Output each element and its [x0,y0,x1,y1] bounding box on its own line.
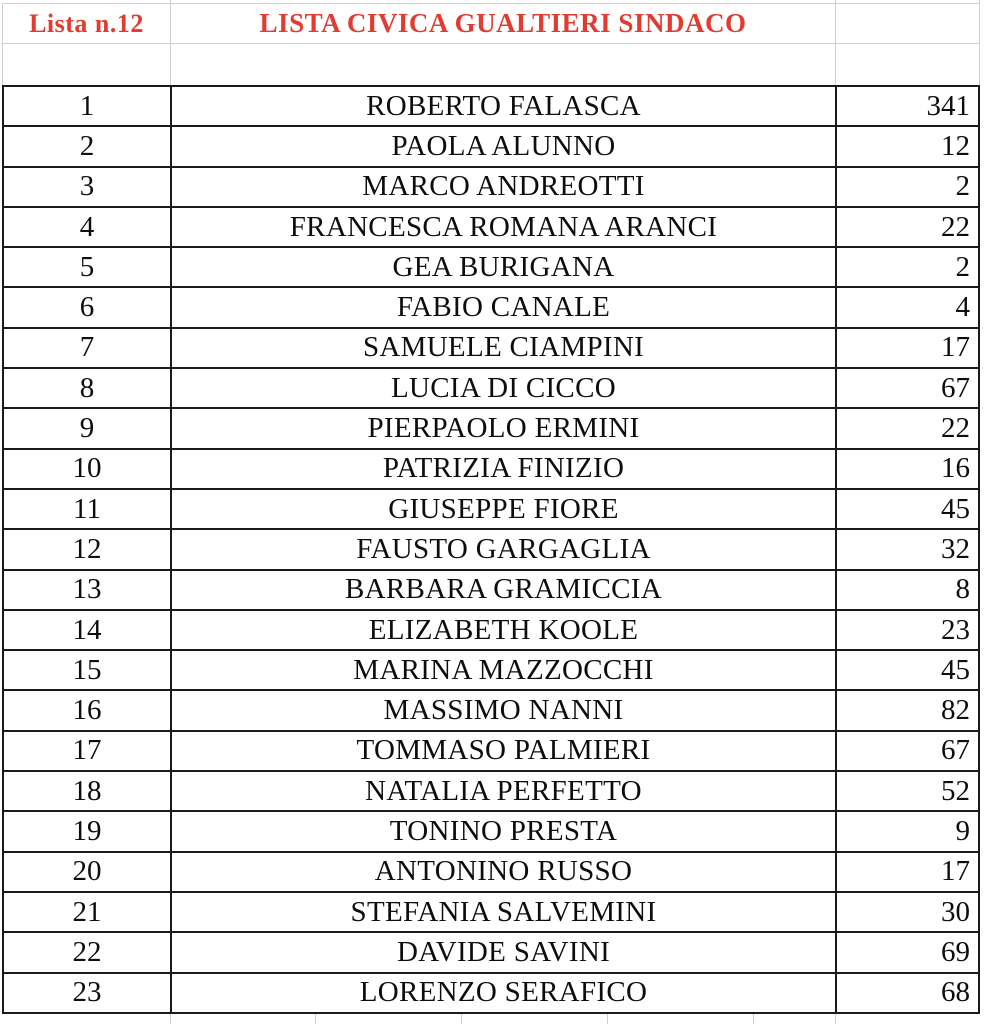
votes-cell[interactable]: 69 [941,935,970,968]
candidate-name-cell[interactable]: FABIO CANALE [172,288,837,326]
row-number-cell[interactable]: 15 [4,651,172,689]
row-number-cell[interactable]: 10 [4,450,172,488]
candidate-name-cell[interactable]: TOMMASO PALMIERI [172,732,837,770]
table-row [4,367,978,407]
candidate-name-cell[interactable]: PIERPAOLO ERMINI [172,409,837,447]
candidate-name-cell[interactable]: ELIZABETH KOOLE [172,611,837,649]
votes-cell[interactable]: 2 [955,170,970,203]
votes-cell[interactable]: 32 [941,532,970,565]
candidate-name-cell[interactable]: MASSIMO NANNI [172,691,837,729]
row-number-cell[interactable]: 3 [4,168,172,206]
table-row [4,246,978,286]
row-number-cell[interactable]: 11 [4,490,172,528]
candidate-name-cell[interactable]: GEA BURIGANA [172,248,837,286]
table-row [4,87,978,125]
empty-cell[interactable] [171,44,836,85]
row-number-cell[interactable]: 14 [4,611,172,649]
votes-cell[interactable]: 67 [941,371,970,404]
table-row [4,528,978,568]
candidate-name-cell[interactable]: GIUSEPPE FIORE [172,490,837,528]
votes-cell[interactable]: 16 [941,452,970,485]
votes-cell[interactable]: 17 [941,855,970,888]
table-row [4,166,978,206]
table-row [4,206,978,246]
grid-line [315,1014,316,1024]
row-number-cell[interactable]: 5 [4,248,172,286]
candidate-name-cell[interactable]: PAOLA ALUNNO [172,127,837,165]
empty-cell[interactable] [3,44,171,85]
candidate-name-cell[interactable]: SAMUELE CIAMPINI [172,329,837,367]
candidate-name-cell[interactable]: LUCIA DI CICCO [172,369,837,407]
votes-cell[interactable]: 22 [941,210,970,243]
row-number-cell[interactable]: 18 [4,772,172,810]
table-row [4,407,978,447]
votes-cell[interactable]: 9 [955,814,970,847]
row-number-cell[interactable]: 8 [4,369,172,407]
row-number-cell[interactable]: 22 [4,933,172,971]
table-row [4,488,978,528]
list-number-label: Lista n.12 [29,8,144,38]
candidate-name-cell[interactable]: MARINA MAZZOCCHI [172,651,837,689]
votes-cell[interactable]: 45 [941,653,970,686]
votes-cell[interactable]: 23 [941,613,970,646]
votes-cell[interactable]: 12 [941,129,970,162]
grid-line [835,1014,836,1024]
header-row [3,4,979,44]
candidate-name-cell[interactable]: TONINO PRESTA [172,812,837,850]
table-row [4,972,978,1012]
table-row [4,448,978,488]
empty-cell[interactable] [836,4,979,43]
votes-cell[interactable]: 2 [955,250,970,283]
row-number-cell[interactable]: 16 [4,691,172,729]
table-row [4,609,978,649]
grid-line [753,1014,754,1024]
votes-cell[interactable]: 52 [941,774,970,807]
candidate-name-cell[interactable]: BARBARA GRAMICCIA [172,571,837,609]
candidate-name-cell[interactable]: NATALIA PERFETTO [172,772,837,810]
spacer-row [3,44,979,85]
table-row [4,931,978,971]
list-title-label: LISTA CIVICA GUALTIERI SINDACO [259,8,747,38]
table-row [4,327,978,367]
row-number-cell[interactable]: 1 [4,87,172,125]
votes-cell[interactable]: 67 [941,734,970,767]
candidates-table [2,85,980,1014]
candidate-name-cell[interactable]: ANTONINO RUSSO [172,853,837,891]
table-row [4,810,978,850]
grid-line [170,1014,171,1024]
table-row [4,689,978,729]
row-number-cell[interactable]: 19 [4,812,172,850]
votes-cell[interactable]: 45 [941,492,970,525]
table-row [4,770,978,810]
votes-cell[interactable]: 17 [941,331,970,364]
candidate-name-cell[interactable]: ROBERTO FALASCA [172,87,837,125]
table-row [4,730,978,770]
grid-line [461,1014,462,1024]
row-number-cell[interactable]: 2 [4,127,172,165]
votes-cell[interactable]: 30 [941,895,970,928]
row-number-cell[interactable]: 4 [4,208,172,246]
candidate-name-cell[interactable]: MARCO ANDREOTTI [172,168,837,206]
list-number-cell[interactable] [3,4,171,43]
empty-cell[interactable] [836,44,979,85]
row-number-cell[interactable]: 6 [4,288,172,326]
votes-cell[interactable]: 68 [941,976,970,1009]
candidate-name-cell[interactable]: FAUSTO GARGAGLIA [172,530,837,568]
row-number-cell[interactable]: 21 [4,893,172,931]
candidate-name-cell[interactable]: FRANCESCA ROMANA ARANCI [172,208,837,246]
candidate-name-cell[interactable]: STEFANIA SALVEMINI [172,893,837,931]
table-row [4,286,978,326]
row-number-cell[interactable]: 20 [4,853,172,891]
candidate-name-cell[interactable]: DAVIDE SAVINI [172,933,837,971]
header-grid [2,3,980,85]
row-number-cell[interactable]: 12 [4,530,172,568]
table-row [4,891,978,931]
votes-cell[interactable]: 22 [941,412,970,445]
row-number-cell[interactable]: 23 [4,974,172,1012]
list-title-cell[interactable] [171,4,836,43]
votes-cell[interactable]: 82 [941,694,970,727]
table-row [4,569,978,609]
table-row [4,851,978,891]
candidate-name-cell[interactable]: PATRIZIA FINIZIO [172,450,837,488]
row-number-cell[interactable]: 9 [4,409,172,447]
candidate-name-cell[interactable]: LORENZO SERAFICO [172,974,837,1012]
row-number-cell[interactable]: 13 [4,571,172,609]
votes-cell[interactable]: 4 [955,291,970,324]
grid-line [607,1014,608,1024]
votes-cell[interactable]: 8 [955,573,970,606]
row-number-cell[interactable]: 17 [4,732,172,770]
row-number-cell[interactable]: 7 [4,329,172,367]
table-row [4,649,978,689]
votes-cell[interactable]: 341 [926,89,970,122]
table-row [4,125,978,165]
